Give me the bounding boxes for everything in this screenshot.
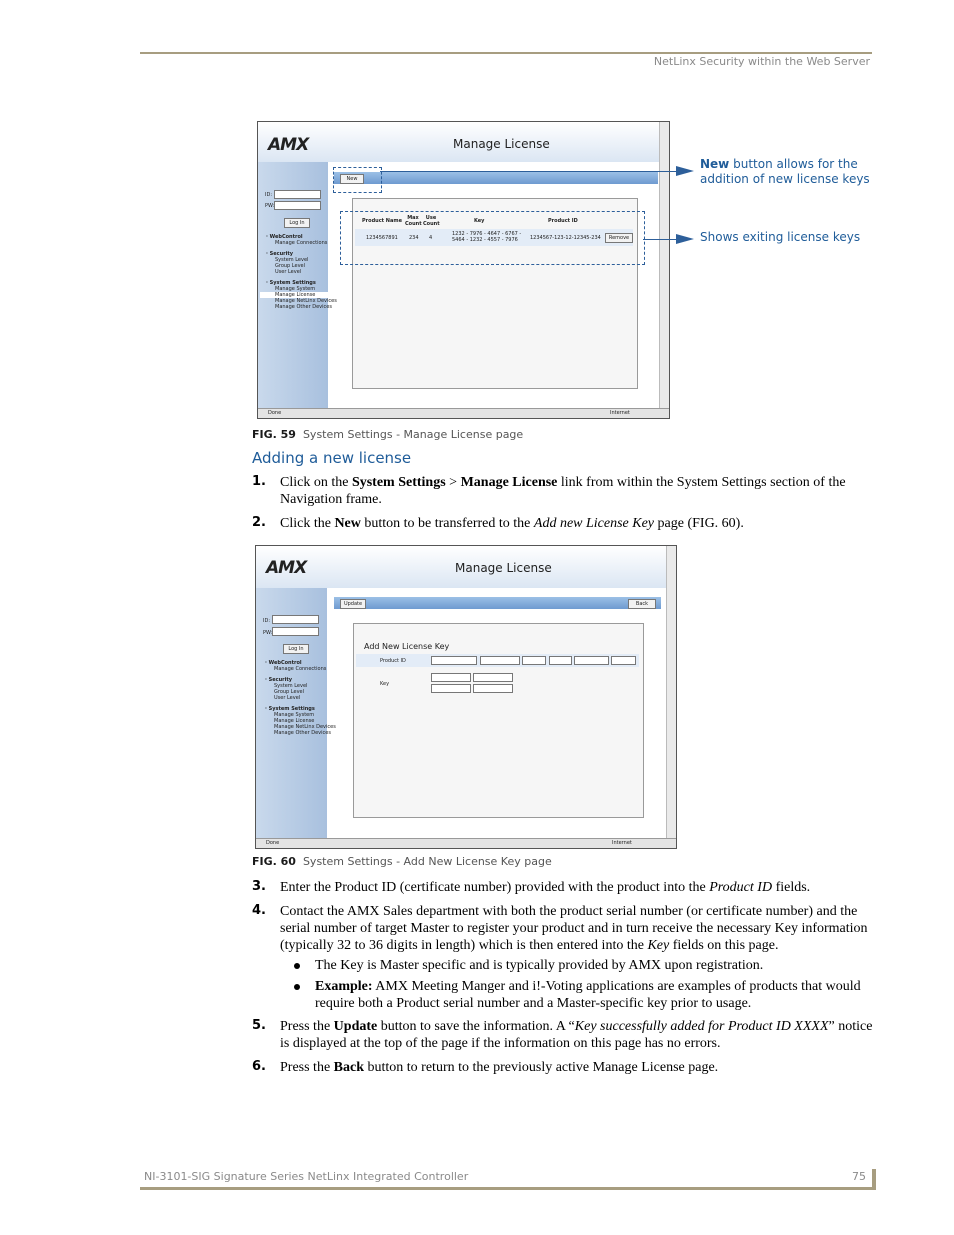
pw-input[interactable]	[274, 201, 321, 210]
status-done-fig60: Done	[266, 840, 280, 846]
step-6-a: Press the	[280, 1060, 334, 1075]
step-5-b: Update	[333, 1019, 378, 1034]
step-4-line2: serial number of target Master to register your product and in turn receive the necessary Key information	[280, 921, 868, 936]
step-5-c: button to save the information. A “	[377, 1019, 575, 1034]
nav-webcontrol-fig60[interactable]: · WebControl	[265, 660, 302, 666]
footer-rule	[140, 1187, 876, 1190]
step-2-a: Click the	[280, 516, 335, 531]
step-1-line2: Navigation frame.	[280, 492, 382, 507]
callout-new-connector	[380, 171, 678, 172]
nav-manage-other-fig60[interactable]: Manage Other Devices	[274, 730, 331, 736]
id-input[interactable]	[274, 190, 321, 199]
nav-system-level[interactable]: System Level	[275, 257, 309, 263]
new-button[interactable]: New	[340, 174, 364, 184]
status-internet: Internet	[610, 410, 630, 416]
bullet-2-bold: Example:	[315, 979, 373, 994]
footer-bar	[872, 1169, 876, 1190]
fig59-window-title: Manage License	[453, 137, 550, 151]
col-max-count: Max Count	[405, 215, 422, 227]
callout-existing: Shows exiting license keys	[700, 230, 861, 244]
cell-key-line1: 1232 - 7976 - 4647 - 6767 -	[452, 231, 522, 237]
product-id-field-3[interactable]	[522, 656, 546, 665]
fig60-screenshot	[255, 545, 677, 849]
step-4-text	[280, 903, 868, 954]
callout-new-arrow	[676, 166, 694, 176]
callout-new-line2: addition of new license keys	[700, 172, 870, 186]
id-input-fig60[interactable]	[272, 615, 319, 624]
status-internet-fig60: Internet	[612, 840, 632, 846]
nav-security-fig60[interactable]: · Security	[265, 677, 292, 683]
header-rule	[140, 52, 872, 54]
step-3-c: fields.	[772, 880, 811, 895]
step-1-a: Click on the	[280, 475, 352, 490]
nav-system-settings-fig60[interactable]: · System Settings	[265, 706, 315, 712]
fig60-window-title: Manage License	[455, 561, 552, 575]
key-field-2[interactable]	[473, 673, 513, 682]
fig59-status-bar	[258, 408, 669, 418]
login-button-fig60[interactable]: Log In	[283, 644, 309, 654]
bullet-2-rest: AMX Meeting Manger and i!-Voting applications are examples of products that would	[372, 979, 861, 994]
footer-doc-title: NI-3101-SIG Signature Series NetLinx Integrated Controller	[144, 1170, 469, 1183]
key-field-4[interactable]	[473, 684, 513, 693]
header-section-title: NetLinx Security within the Web Server	[653, 55, 870, 68]
key-field-1[interactable]	[431, 673, 471, 682]
pw-input-fig60[interactable]	[272, 627, 319, 636]
fig59-caption-label: FIG. 59	[252, 428, 296, 441]
nav-manage-netlinx-fig60[interactable]: Manage NetLinx Devices	[274, 724, 336, 730]
cell-product-id: 1234567-123-12-12345-234	[530, 235, 601, 241]
col-key: Key	[474, 218, 485, 224]
step-4-line1: Contact the AMX Sales department with both the product serial number (or certificate number) and the	[280, 904, 858, 919]
bullet-1-dot	[294, 963, 300, 969]
cell-product-name: 1234567891	[366, 235, 398, 241]
step-3-number: 3.	[252, 879, 266, 894]
fig60-status-bar	[256, 838, 676, 848]
step-4-line3c: fields on this page.	[669, 938, 779, 953]
fig60-caption	[252, 855, 552, 868]
step-1-c: >	[445, 475, 461, 490]
step-4-line3b: Key	[647, 938, 670, 953]
key-label: Key	[380, 681, 390, 687]
status-done: Done	[268, 410, 282, 416]
nav-group-level-fig60[interactable]: Group Level	[274, 689, 305, 695]
new-button-highlight	[333, 167, 382, 193]
nav-manage-other[interactable]: Manage Other Devices	[275, 304, 332, 310]
nav-group-level[interactable]: Group Level	[275, 263, 306, 269]
step-2-c: button to be transferred to the	[360, 516, 534, 531]
nav-manage-connections-fig60[interactable]: Manage Connections	[274, 666, 327, 672]
step-6-b: Back	[333, 1060, 365, 1075]
section-heading: Adding a new license	[252, 449, 412, 467]
step-6-text	[280, 1059, 718, 1076]
callout-new-bold: New	[700, 157, 730, 171]
cell-max-count: 234	[409, 235, 419, 241]
step-2-number: 2.	[252, 515, 266, 530]
nav-manage-netlinx[interactable]: Manage NetLinx Devices	[275, 298, 337, 304]
step-3-a: Enter the Product ID (certificate number) provided with the product into the	[280, 880, 710, 895]
back-button[interactable]: Back	[628, 599, 656, 609]
nav-security[interactable]: · Security	[266, 251, 293, 257]
bullet-2-line2: require both a Product serial number and a Master-specific key prior to usage.	[315, 996, 752, 1011]
step-5-a: Press the	[280, 1019, 334, 1034]
remove-button[interactable]: Remove	[605, 233, 633, 243]
step-5-line2: is displayed at the top of the page if the information on this page has no errors.	[280, 1036, 721, 1051]
fig60-scrollbar[interactable]	[666, 546, 676, 839]
product-id-field-2[interactable]	[480, 656, 520, 665]
bullet-2-text	[315, 978, 861, 1012]
nav-manage-system[interactable]: Manage System	[275, 286, 316, 292]
step-2-d: Add new License Key	[533, 516, 655, 531]
callout-new	[700, 157, 870, 187]
key-field-3[interactable]	[431, 684, 471, 693]
step-3-text	[280, 879, 810, 896]
callout-existing-connector	[643, 239, 678, 240]
id-label: ID:	[265, 192, 273, 198]
step-1-b: System Settings	[351, 475, 446, 490]
step-5-number: 5.	[252, 1018, 266, 1033]
nav-manage-license-fig60[interactable]: Manage License	[274, 718, 315, 724]
nav-manage-connections[interactable]: Manage Connections	[275, 240, 328, 246]
step-2-e: page (FIG. 60).	[654, 516, 744, 531]
step-1-e: link from within the System Settings section of the	[557, 475, 846, 490]
step-6-c: button to return to the previously active Manage License page.	[364, 1060, 719, 1075]
step-6-number: 6.	[252, 1059, 266, 1074]
add-key-title: Add New License Key	[364, 642, 450, 651]
product-id-field-6[interactable]	[611, 656, 636, 665]
step-1-number: 1.	[252, 474, 266, 489]
nav-system-level-fig60[interactable]: System Level	[274, 683, 308, 689]
col-product-name: Product Name	[362, 218, 402, 224]
nav-user-level-fig60[interactable]: User Level	[274, 695, 301, 701]
product-id-field-1[interactable]	[431, 656, 477, 665]
fig60-caption-label: FIG. 60	[252, 855, 296, 868]
id-label-fig60: ID:	[263, 618, 271, 624]
step-4-number: 4.	[252, 903, 266, 918]
nav-manage-license[interactable]: Manage License	[275, 292, 316, 298]
cell-use-count: 4	[429, 235, 433, 241]
step-4-line3a: (typically 32 to 36 digits in length) which is then entered into the	[280, 938, 648, 953]
fig60-toolbar	[334, 597, 661, 609]
bullet-1-text: The Key is Master specific and is typically provided by AMX upon registration.	[315, 958, 764, 973]
step-2-b: New	[334, 516, 361, 531]
update-button[interactable]: Update	[340, 599, 366, 609]
nav-manage-system-fig60[interactable]: Manage System	[274, 712, 315, 718]
callout-new-rest: button allows for the	[729, 157, 858, 171]
step-5-d: Key successfully added for Product ID XXXX	[574, 1019, 829, 1034]
col-product-id: Product ID	[548, 218, 578, 224]
add-key-panel	[353, 623, 644, 818]
col-use-count: Use Count	[423, 215, 440, 227]
fig60-caption-text: System Settings - Add New License Key page	[302, 855, 552, 868]
nav-webcontrol[interactable]: · WebControl	[266, 234, 303, 240]
fig59-screenshot	[257, 121, 670, 419]
fig59-toolbar	[334, 172, 658, 184]
step-1-text	[280, 474, 846, 508]
nav-system-settings[interactable]: · System Settings	[266, 280, 316, 286]
footer-page-number: 75	[852, 1170, 866, 1183]
callout-existing-arrow	[676, 234, 694, 244]
product-id-field-5[interactable]	[574, 656, 609, 665]
amx-logo: AMX	[268, 135, 309, 155]
product-id-label: Product ID	[380, 658, 406, 664]
step-3-b: Product ID	[709, 880, 773, 895]
pw-label-fig60: PW:	[263, 630, 273, 636]
fig59-scrollbar[interactable]	[659, 122, 669, 409]
nav-user-level[interactable]: User Level	[275, 269, 302, 275]
pw-label: PW:	[265, 203, 275, 209]
fig59-caption	[252, 428, 523, 441]
cell-key-line2: 5464 - 1232 - 4557 - 7976	[452, 237, 518, 243]
login-button[interactable]: Log In	[284, 218, 310, 228]
bullet-2-dot	[294, 984, 300, 990]
step-1-d: Manage License	[460, 475, 558, 490]
license-row-highlight	[340, 211, 645, 265]
fig59-caption-text: System Settings - Manage License page	[302, 428, 524, 441]
step-5-e: ” notice	[828, 1019, 873, 1034]
step-2-text	[280, 515, 744, 532]
product-id-field-4[interactable]	[549, 656, 572, 665]
amx-logo-fig60: AMX	[266, 558, 307, 578]
step-5-text	[280, 1018, 872, 1052]
